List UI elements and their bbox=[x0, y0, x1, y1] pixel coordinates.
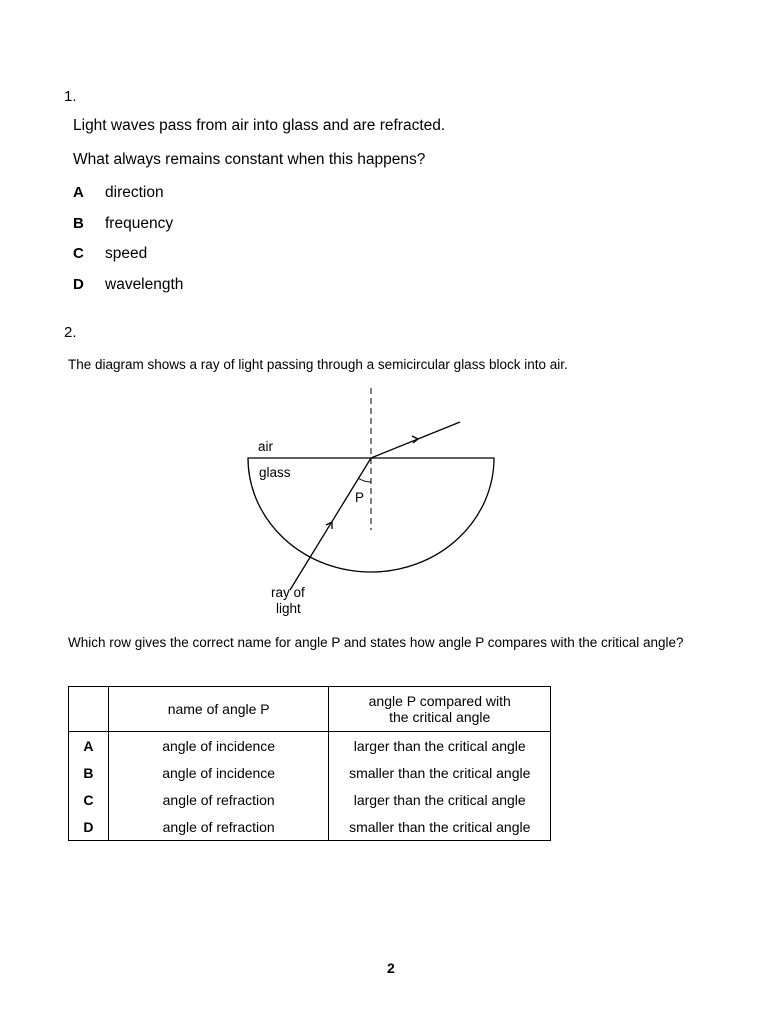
table-row bbox=[69, 759, 551, 786]
ray-in-air bbox=[371, 422, 460, 458]
question-1-question: What always remains constant when this happens? bbox=[73, 151, 426, 168]
label-angle-p: P bbox=[355, 490, 365, 505]
angle-p-arc bbox=[358, 478, 371, 482]
header-compare-line1: angle P compared with bbox=[368, 693, 511, 709]
row-compare: smaller than the critical angle bbox=[329, 813, 551, 841]
table-header-row bbox=[69, 687, 551, 732]
row-name: angle of incidence bbox=[108, 732, 329, 760]
page-number: 2 bbox=[387, 960, 395, 976]
header-name: name of angle P bbox=[108, 687, 329, 732]
ray-arrow-air bbox=[412, 436, 418, 443]
row-name: angle of refraction bbox=[108, 813, 329, 841]
row-name: angle of incidence bbox=[108, 759, 329, 786]
answer-table bbox=[68, 686, 551, 841]
table-row bbox=[69, 813, 551, 841]
header-compare-line2: the critical angle bbox=[389, 709, 491, 725]
row-compare: smaller than the critical angle bbox=[329, 759, 551, 786]
row-letter: A bbox=[69, 732, 109, 760]
option-letter: A bbox=[73, 184, 84, 201]
option-letter: B bbox=[73, 215, 84, 232]
row-compare: larger than the critical angle bbox=[329, 732, 551, 760]
header-compare bbox=[329, 687, 551, 732]
label-air: air bbox=[258, 439, 274, 454]
header-empty-cell bbox=[69, 687, 109, 732]
label-glass: glass bbox=[259, 465, 291, 480]
row-letter: D bbox=[69, 813, 109, 841]
option-text: frequency bbox=[105, 215, 174, 232]
question-1-statement: Light waves pass from air into glass and are refracted. bbox=[73, 117, 446, 134]
question-1-number: 1. bbox=[64, 88, 77, 105]
question-2-intro: The diagram shows a ray of light passing through a semicircular glass block into air. bbox=[68, 357, 568, 372]
label-ray-line2: light bbox=[276, 601, 301, 616]
question-2-question: Which row gives the correct name for angle P and states how angle P compares with the critical angle? bbox=[68, 635, 684, 650]
question-2-number: 2. bbox=[64, 324, 77, 341]
ray-in-glass bbox=[290, 458, 371, 590]
row-letter: C bbox=[69, 786, 109, 813]
option-letter: C bbox=[73, 245, 84, 262]
option-text: direction bbox=[105, 184, 164, 201]
row-letter: B bbox=[69, 759, 109, 786]
table-row bbox=[69, 786, 551, 813]
row-name: angle of refraction bbox=[108, 786, 329, 813]
label-ray-line1: ray of bbox=[271, 585, 305, 600]
option-letter: D bbox=[73, 276, 84, 293]
row-compare: larger than the critical angle bbox=[329, 786, 551, 813]
option-text: speed bbox=[105, 245, 148, 262]
table-row bbox=[69, 732, 551, 760]
option-text: wavelength bbox=[105, 276, 184, 293]
